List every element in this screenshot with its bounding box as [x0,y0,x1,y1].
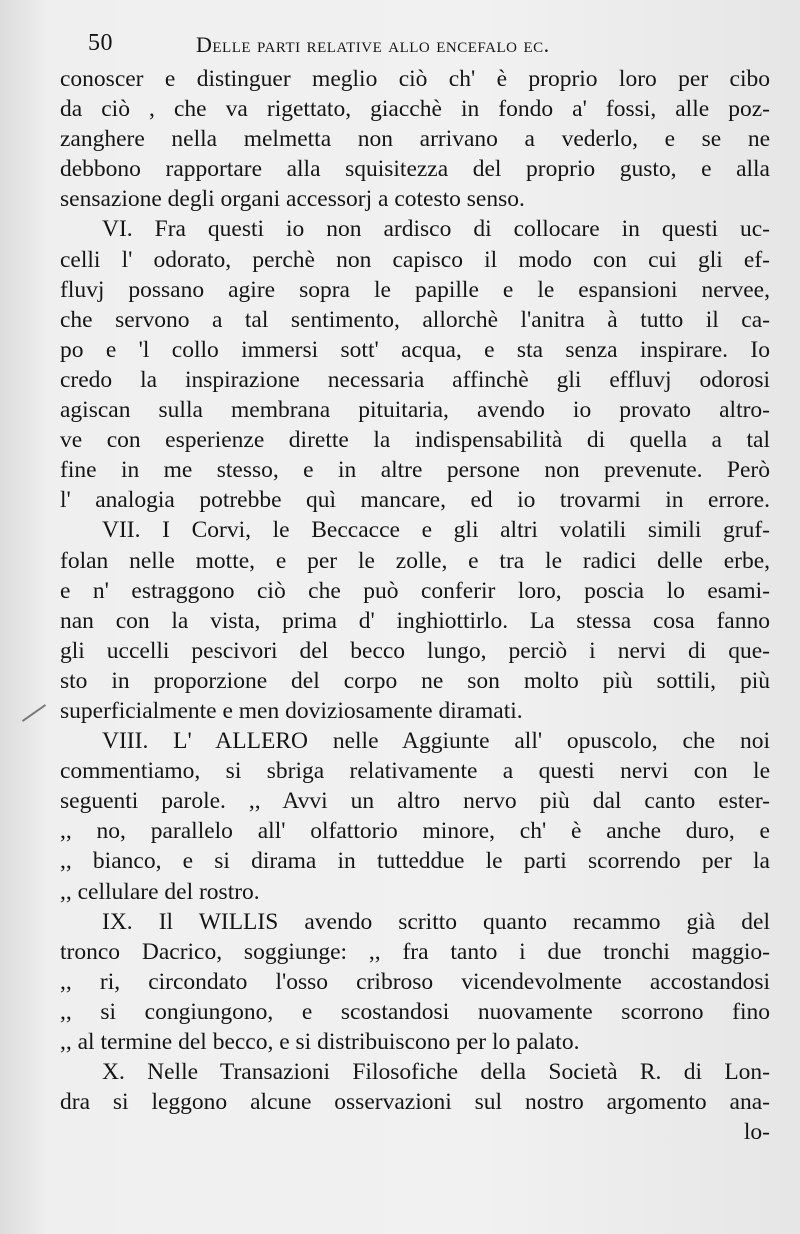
text-line: debbono rapportare alla squisitezza del proprio gusto, e alla [60,156,770,183]
text-line: dra si leggono alcune osservazioni sul nostro argomento ana- [60,1089,770,1116]
text-line: ,, no, parallelo all' olfattorio minore, ch' è anche duro, e [60,818,770,845]
paragraph-start-line: X. Nelle Transazioni Filosofiche della Società R. di Lon- [102,1059,770,1086]
text-line: sto in proporzione del corpo ne son molto più sottili, più [60,667,770,694]
text-line: fine in me stesso, e in altre persone non prevenute. Però [60,457,770,484]
page-number: 50 [88,30,113,56]
text-line: e n' estraggono ciò che può conferir loro, poscia lo esami- [60,577,770,604]
paragraph-start-line: VI. Fra questi io non ardisco di collocare in questi uc- [102,216,770,243]
text-line: sensazione degli organi accessorj a cotesto senso. [60,186,525,213]
body-text [60,64,770,1147]
text-line: seguenti parole. ,, Avvi un altro nervo più dal canto ester- [60,788,770,815]
text-line: ,, bianco, e si dirama in tutteddue le parti scorrendo per la [60,848,770,875]
text-line: ,, cellulare del rostro. [60,878,260,905]
running-title: Delle parti relative allo encefalo ec. [196,32,550,57]
text-line: fluvj possano agire sopra le papille e le espansioni nervee, [60,276,770,303]
text-line: superficialmente e men doviziosamente diramati. [60,697,523,724]
page-header [88,30,648,66]
pencil-mark [22,704,46,722]
text-line: tronco Dacrico, soggiunge: ,, fra tanto i due tronchi maggio- [60,938,770,965]
text-line: ve con esperienze dirette la indispensabilità di quella a tal [60,427,770,454]
text-line: agiscan sulla membrana pituitaria, avendo io provato altro- [60,397,770,424]
text-line: l' analogia potrebbe quì mancare, ed io trovarmi in errore. [60,487,770,514]
paragraph-start-line: VII. I Corvi, le Beccacce e gli altri volatili simili gruf- [102,517,770,544]
text-line: credo la inspirazione necessaria affinchè gli effluvj odorosi [60,366,770,393]
paragraph-start-line: VIII. L' ALLERO nelle Aggiunte all' opuscolo, che noi [102,728,770,755]
paragraph-start-line: IX. Il WILLIS avendo scritto quanto recammo già del [102,908,770,935]
text-line: gli uccelli pescivori del becco lungo, perciò i nervi di que- [60,637,770,664]
text-line: ,, al termine del becco, e si distribuiscono per lo palato. [60,1029,580,1055]
catchword-line: lo- [743,1119,770,1146]
text-line: da ciò , che va rigettato, giacchè in fondo a' fossi, alle poz- [60,96,770,123]
text-line: po e 'l collo immersi sott' acqua, e sta senza inspirare. Io [60,336,770,363]
text-line: nan con la vista, prima d' inghiottirlo. La stessa cosa fanno [60,607,770,634]
text-line: zanghere nella melmetta non arrivano a vederlo, e se ne [60,126,770,153]
text-line: conoscer e distinguer meglio ciò ch' è proprio loro per cibo [60,66,770,92]
text-line: che servono a tal sentimento, allorchè l'anitra à tutto il ca- [60,306,770,333]
text-line: ,, ri, circondato l'osso cribroso vicendevolmente accostandosi [60,968,770,995]
text-line: commentiamo, si sbriga relativamente a questi nervi con le [60,758,770,785]
text-line: ,, si congiungono, e scostandosi nuovamente scorrono fino [60,998,770,1025]
text-line: folan nelle motte, e per le zolle, e tra le radici delle erbe, [60,547,770,574]
text-line: celli l' odorato, perchè non capisco il modo con cui gli ef- [60,246,770,273]
